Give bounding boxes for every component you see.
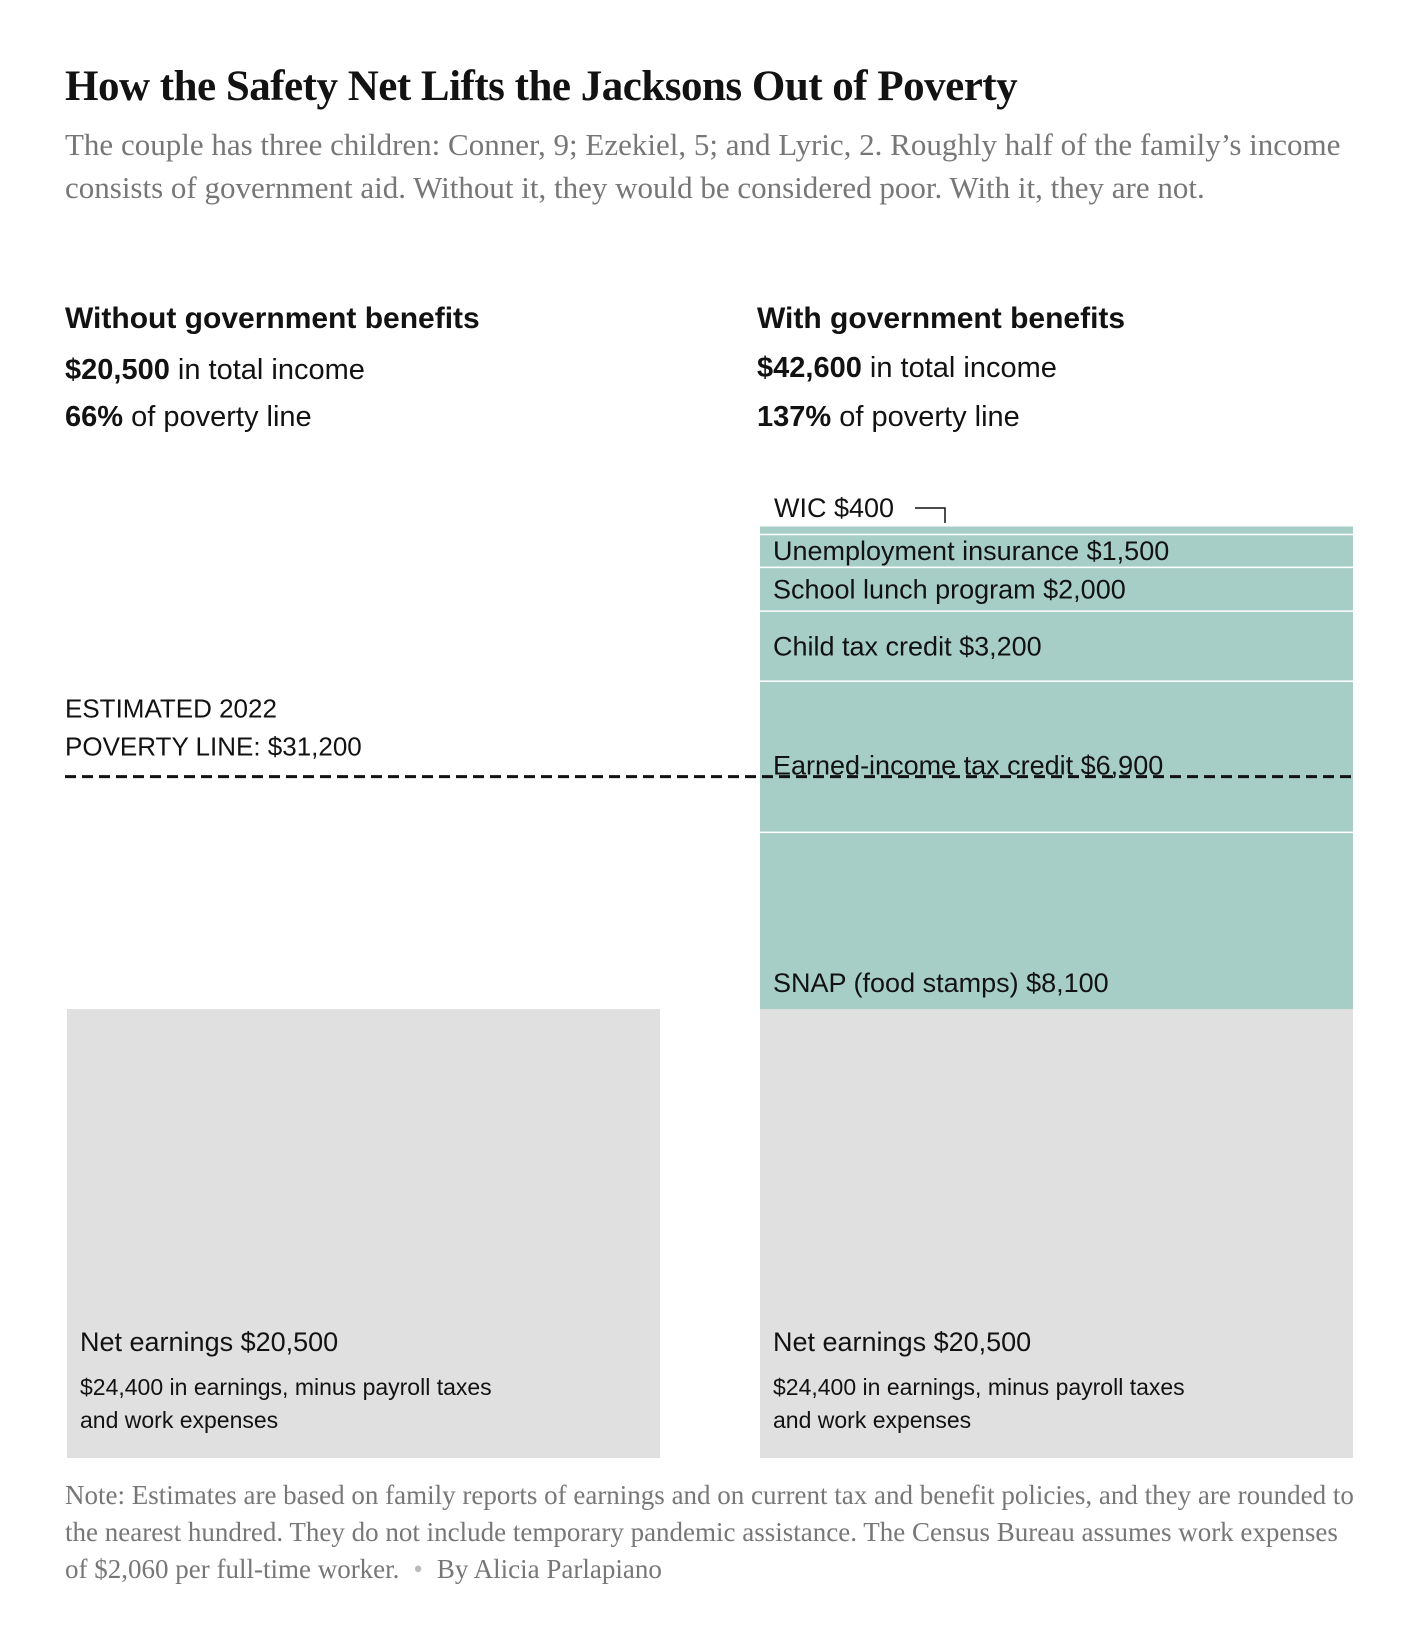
poverty-text: of poverty line bbox=[123, 401, 312, 433]
poverty-value: 66% bbox=[65, 401, 124, 433]
segment-label-net-earnings: Net earnings $20,500 bbox=[80, 1327, 339, 1357]
poverty-text: of poverty line bbox=[831, 401, 1020, 433]
segment-note-line1: $24,400 in earnings, minus payroll taxes bbox=[773, 1374, 1185, 1400]
note-text: Note: Estimates are based on family reports of earnings and on current tax and benefit policies, and they are rounded to the nearest hundred. They do not include temporary pandemic assistance. The Census Bureau assumes work expenses of $2,060 per full-time worker. bbox=[65, 1480, 1354, 1584]
segment-note-line2: and work expenses bbox=[80, 1407, 279, 1433]
segment-label-child-tax-credit: Child tax credit $3,200 bbox=[773, 631, 1042, 662]
segment-note-line2: and work expenses bbox=[773, 1407, 972, 1433]
poverty-line-label-2: POVERTY LINE: $31,200 bbox=[65, 731, 362, 762]
segment-label-earned-income-tax-credit: Earned-income tax credit $6,900 bbox=[773, 750, 1164, 781]
byline: By Alicia Parlapiano bbox=[436, 1554, 662, 1584]
segment-label-unemployment-insurance: Unemployment insurance $1,500 bbox=[773, 536, 1170, 567]
chart-subtitle: The couple has three children: Conner, 9; Ezekiel, 5; and Lyric, 2. Roughly half of the family’s income consists of government aid. Without it, they would be considered poor. With it, they are not. bbox=[65, 127, 1341, 205]
income-value: $42,600 bbox=[757, 352, 862, 384]
segment-note-line1: $24,400 in earnings, minus payroll taxes bbox=[80, 1374, 492, 1400]
column-heading-with: With government benefits bbox=[757, 302, 1126, 335]
segment-label-wic: WIC $400 bbox=[774, 492, 895, 523]
footnote bbox=[65, 1477, 1365, 1588]
income-value: $20,500 bbox=[65, 354, 170, 386]
poverty-line-label-1: ESTIMATED 2022 bbox=[65, 693, 277, 724]
separator-dot: • bbox=[413, 1554, 423, 1584]
income-text: in total income bbox=[861, 352, 1057, 384]
segment-label-snap-food-stamps: SNAP (food stamps) $8,100 bbox=[773, 968, 1109, 998]
income-text: in total income bbox=[169, 354, 365, 386]
segment-label-net-earnings: Net earnings $20,500 bbox=[773, 1327, 1032, 1357]
segment-label-school-lunch-program: School lunch program $2,000 bbox=[773, 574, 1126, 605]
wic-callout-leader bbox=[915, 508, 945, 523]
poverty-value: 137% bbox=[757, 401, 832, 433]
column-heading-without: Without government benefits bbox=[65, 302, 480, 335]
chart-title: How the Safety Net Lifts the Jacksons Out of Poverty bbox=[65, 63, 1018, 110]
